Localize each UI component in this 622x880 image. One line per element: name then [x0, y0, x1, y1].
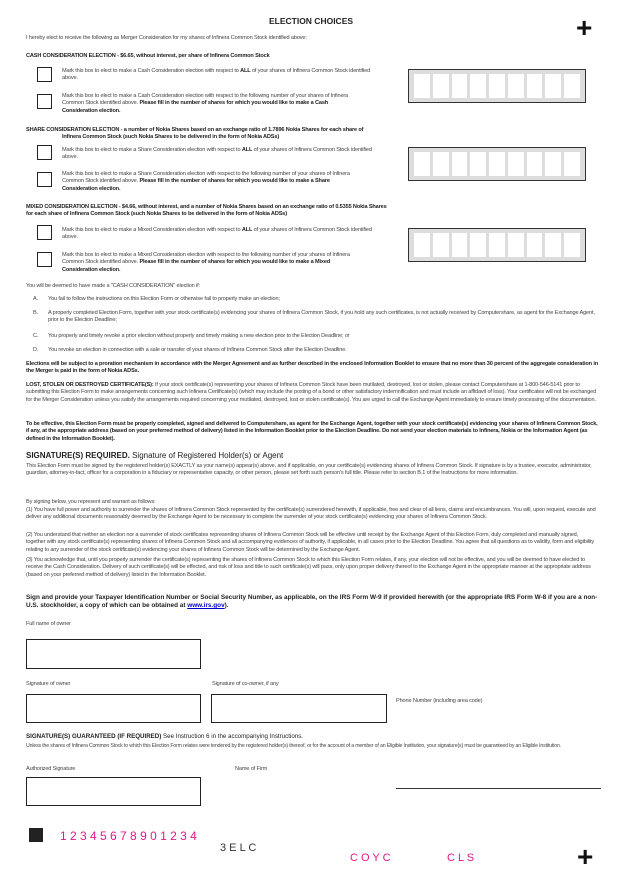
page-title: ELECTION CHOICES: [268, 16, 354, 26]
signature-owner-label: Signature of owner: [26, 681, 71, 687]
cash-heading: CASH CONSIDERATION ELECTION - $6.65, without interest, per share of Infinera Common Stock: [26, 53, 270, 59]
signature-owner-field[interactable]: [26, 694, 201, 723]
intro-text: I hereby elect to receive the following as Merger Consideration for my shares of Infinera Common Stock identified above:: [26, 35, 307, 41]
signature-guarantee-heading: SIGNATURE(S) GUARANTEED (IF REQUIRED) See Instruction 6 in the accompanying Instructions.: [26, 733, 304, 740]
mixed-all-checkbox[interactable]: [37, 225, 52, 240]
phone-label: Phone Number (including area code): [396, 698, 483, 704]
signature-required-heading: SIGNATURE(S) REQUIRED. Signature of Registered Holder(s) or Agent: [26, 451, 284, 460]
share-partial-checkbox[interactable]: [37, 172, 52, 187]
cash-partial-label: Mark this box to elect to make a Cash Consideration election with respect to the following number of your shares of Infinera Common Stock identified above. Please fill in the number of shares for which you would like to make a Cash Consideration election.: [62, 93, 349, 114]
proration-notice: Elections will be subject to a proration mechanism in accordance with the Merger Agreement and as further described in the enclosed Information Booklet to ensure that no more than 30 percent of the aggregate consideration in the Merger is paid in the form of Nokia ADSs.: [26, 361, 598, 375]
mixed-partial-label: Mark this box to elect to make a Mixed Consideration election with respect to the following number of your shares of Infinera Common Stock identified above. Please fill in the number of shares for which you would like to make a Mixed Consideration election.: [62, 252, 350, 273]
signature-coowner-field[interactable]: [211, 694, 387, 723]
authorized-signature-field[interactable]: [26, 777, 201, 806]
share-all-checkbox[interactable]: [37, 145, 52, 160]
signature-coowner-label: Signature of co-owner, if any: [212, 681, 279, 687]
mixed-partial-checkbox[interactable]: [37, 252, 52, 267]
share-shares-input[interactable]: [408, 147, 586, 181]
irs-link[interactable]: www.irs.gov: [187, 602, 225, 610]
warrant-item: (1) You have full power and authority to surrender the shares of Infinera Common Stock represented by the certificate(s) surrendered herewith, if applicable, free and clear of all liens, claims and encumbrances. You will, upon request, execute and deliver any additional documents reasonably deemed by the Exchange Agent to be necessary to complete the surrender of your stock certificate(s) evidencing your shares of Infinera Common Stock.: [26, 507, 596, 521]
registration-square-icon: [29, 828, 43, 842]
signature-guarantee-text: Unless the shares of Infinera Common Stock to which this Election Form relates were tendered by the registered holder(s) thereof, or for the account of a member of an Eligible Institution, your signature(s) must be guaranteed by an Eligible Institution.: [26, 743, 561, 749]
mixed-all-label: Mark this box to elect to make a Mixed Consideration election with respect to ALL of your shares of Infinera Common Stock identified above.: [62, 227, 372, 241]
coyc-code: C O Y C: [350, 852, 391, 864]
authorized-signature-label: Authorized Signature: [26, 766, 76, 772]
full-name-field[interactable]: [26, 639, 201, 669]
deemed-item-text: A properly completed Election Form, together with your stock certificate(s) evidencing your shares of Infinera Common Stock, if you hold any such certificates, is not actually received by Computershare, as agent for the Exchange Agent, prior to the Election Deadline;: [48, 310, 595, 324]
registration-mark-icon: +: [577, 841, 594, 872]
barcode-digits: 1 2 3 4 5 6 7 8 9 0 1 2 3 4: [60, 829, 197, 843]
cash-shares-input[interactable]: [408, 69, 586, 103]
share-all-label: Mark this box to elect to make a Share Consideration election with respect to ALL of your shares of Infinera Common Stock identified above.: [62, 147, 372, 161]
firm-name-line[interactable]: [396, 788, 601, 789]
deemed-item-letter: D.: [33, 347, 39, 353]
full-name-label: Full name of owner: [26, 621, 71, 627]
warrant-item: (2) You understand that neither an election nor a surrender of stock certificates representing shares of Infinera Common Stock will be effective until receipt by the Exchange Agent of this Election Form, duly completed and manually signed, together with any stock certificate(s) representing shares of Infinera Common Stock and all accompanying evidences of authority, if applicable, in all cases prior to the Election Deadline. You agree that all questions as to validity, form and eligibility relating to any surrender of the stock certificate(s) evidencing your shares of Infinera Common Stock will be determined by the Exchange Agent.: [26, 532, 595, 553]
warrant-item: (3) You acknowledge that, until you properly surrender the certificate(s) representing the shares of Infinera Common Stock to which this Election Form relates, if any, your election will not be effective, and you will be deemed to have elected to receive the Cash Consideration. Delivery of such certificate(s) will be effected, and risk of loss and title to such certificate(s) will pass, only upon proper delivery thereof to the Exchange Agent in the appropriate manner at the appropriate address (based on your preferred method of delivery) listed in the Information Booklet.: [26, 557, 591, 578]
cls-code: C L S: [447, 852, 475, 864]
deemed-item-text: You revoke an election in connection with a sale or transfer of your shares of Infinera Common Stock after the Election Deadline.: [48, 347, 347, 353]
deemed-item-letter: B.: [33, 310, 38, 316]
share-partial-label: Mark this box to elect to make a Share Consideration election with respect to the following number of your shares of Infinera Common Stock identified above. Please fill in the number of shares for which you would like to make a Share Consideration election.: [62, 171, 350, 192]
deemed-item-text: You properly and timely revoke a prior election without properly and timely making a new election prior to the Election Deadline; or: [48, 333, 350, 339]
cash-all-label: Mark this box to elect to make a Cash Consideration election with respect to ALL of your shares of Infinera Common Stock identified above.: [62, 68, 371, 82]
signature-required-text: This Election Form must be signed by the registered holder(s) EXACTLY as your name(s) appear(s) above, and if applicable, on your certificate(s) evidencing shares of Infinera Common Stock. If signature is by a trustee, executor, administrator, guardian, attorney-in-fact, officer for a corporation in a fiduciary or representative capacity, or other person, please set forth such person's full title. Please refer to section B.1 of the Instructions for more information.: [26, 463, 592, 477]
share-heading: SHARE CONSIDERATION ELECTION - a number of Nokia Shares based on an exchange ratio of 1.7896 Nokia Shares for each share of: [26, 127, 364, 133]
mixed-heading: MIXED CONSIDERATION ELECTION - $4.66, without interest, and a number of Nokia Shares based on an exchange ratio of 0.5355 Nokia Shares for each share of Infinera Common Stock (such Nokia Shares to be delivered in the form of Nokia ADSs): [26, 204, 387, 218]
warrants-intro: By signing below, you represent and warrant as follows:: [26, 499, 156, 505]
deemed-item-letter: C.: [33, 333, 39, 339]
effective-notice: To be effective, this Election Form must be properly completed, signed and delivered to Computershare, as agent for the Exchange Agent, together with your stock certificate(s) evidencing your shares of Infinera Common Stock, if any, at the appropriate address (based on your preferred method of delivery) listed in the Information Booklet prior to the Election Deadline. Do not send your election materials to Infinera, Nokia or the Information Agent (as defined in the Information Booklet).: [26, 421, 598, 442]
deemed-intro: You will be deemed to have made a "CASH CONSIDERATION" election if:: [26, 283, 200, 289]
tin-instruction: Sign and provide your Taxpayer Identification Number or Social Security Number, as applicable, on the IRS Form W-9 if provided herewith (or the appropriate IRS Form W-8 if you are a non-U.S. stockholder, a copy of which can be obtained at www.irs.gov).: [26, 594, 598, 610]
form-code: 3 E L C: [220, 842, 257, 854]
firm-name-label: Name of Firm: [235, 766, 268, 772]
mixed-shares-input[interactable]: [408, 228, 586, 262]
cash-partial-checkbox[interactable]: [37, 94, 52, 109]
lost-certificates-notice: LOST, STOLEN OR DESTROYED CERTIFICATE(S): If your stock certificate(s) representing your shares of Infinera Common Stock have been mutilated, destroyed, lost or stolen, please contact Computershare at 1-800-546-5141 prior to submitting this Election Form to make arrangements concerning such Infinera Certificate(s) (which may include the posting of a bond or other satisfactory indemnification and must include an affidavit of loss). Your certificates will not be exchanged for the Merger Consideration unless you satisfy the arrangements required concerning your mutilated, destroyed, lost or stolen certificate(s). You are urged to call the Exchange Agent immediately to ensure timely processing of the documentation.: [26, 382, 597, 403]
deemed-item-letter: A.: [33, 296, 38, 302]
cash-all-checkbox[interactable]: [37, 67, 52, 82]
share-heading-line2: Infinera Common Stock (such Nokia Shares to be delivered in the form of Nokia ADSs): [62, 134, 280, 140]
deemed-item-text: You fail to follow the instructions on this Election Form or otherwise fail to properly make an election;: [48, 296, 280, 302]
registration-mark-icon: +: [576, 12, 593, 43]
